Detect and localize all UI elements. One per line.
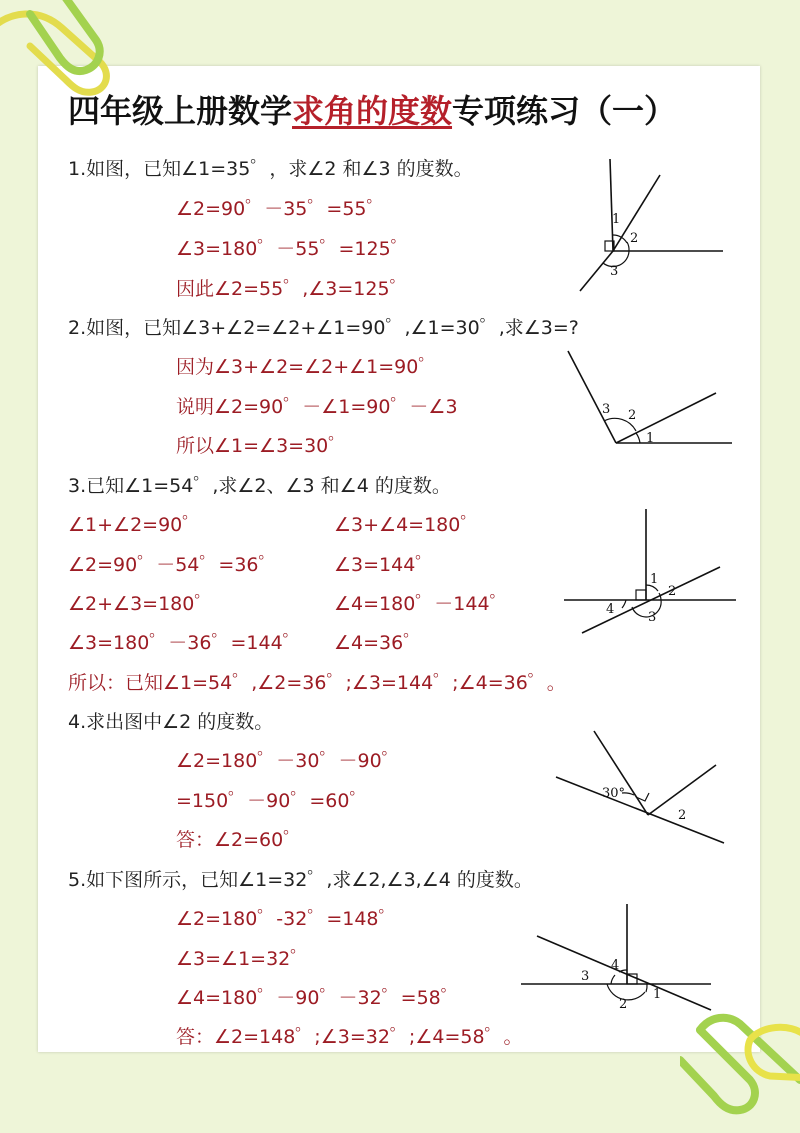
figure-label: 2 xyxy=(619,997,628,1012)
figure-label: 30° xyxy=(602,786,626,801)
problem-2-answer-3: 所以∠1=∠3=30゜ xyxy=(176,435,348,457)
figure-label: 2 xyxy=(630,231,639,246)
problem-3-answer-left-2: ∠2=90゜－54゜=36゜ xyxy=(68,554,278,576)
figure-label: 2 xyxy=(678,808,687,823)
title-highlight: 求角的度数 xyxy=(292,92,453,130)
figure-label: 1 xyxy=(612,212,621,227)
figure-label: 3 xyxy=(610,264,619,279)
problem-1-answer-1: ∠2=90゜－35゜=55゜ xyxy=(176,198,386,220)
figure-label: 1 xyxy=(653,987,662,1002)
problem-3-answer-left-1: ∠1+∠2=90゜ xyxy=(68,514,202,536)
figure-label: 2 xyxy=(668,584,677,599)
problem-5-answer-4: 答：∠2=148゜;∠3=32゜;∠4=58゜。 xyxy=(176,1026,523,1048)
problem-4-figure xyxy=(550,725,730,850)
problem-3-figure xyxy=(560,505,740,635)
problem-4-answer-2: =150゜－90゜=60゜ xyxy=(176,790,369,812)
figure-label: 1 xyxy=(650,572,659,587)
paper-clip-bottom-right xyxy=(680,1000,800,1133)
problem-3-answer-right-4: ∠4=36゜ xyxy=(334,632,423,654)
problem-5-answer-2: ∠3=∠1=32゜ xyxy=(176,948,310,970)
problem-1-answer-3: 因此∠2=55゜,∠3=125゜ xyxy=(176,278,409,300)
problem-1-answer-2: ∠3=180゜－55゜=125゜ xyxy=(176,238,410,260)
problem-4-answer-3: 答：∠2=60゜ xyxy=(176,829,303,851)
problem-4-question: 4.求出图中∠2 的度数。 xyxy=(68,711,274,733)
figure-label: 1 xyxy=(646,431,655,446)
problem-3-conclusion: 所以：已知∠1=54゜,∠2=36゜;∠3=144゜;∠4=36゜。 xyxy=(68,672,566,694)
page-title: 四年级上册数学求角的度数专项练习（一） xyxy=(68,92,677,130)
problem-2-answer-1: 因为∠3+∠2=∠2+∠1=90゜ xyxy=(176,356,438,378)
figure-label: 3 xyxy=(602,402,611,417)
problem-3-answer-right-3: ∠4=180゜－144゜ xyxy=(334,593,509,615)
figure-label: 4 xyxy=(611,958,620,973)
problem-2-question: 2.如图，已知∠3+∠2=∠2+∠1=90゜,∠1=30゜,求∠3=? xyxy=(68,317,579,339)
problem-5-figure xyxy=(515,900,715,1015)
problem-3-answer-left-3: ∠2+∠3=180゜ xyxy=(68,593,214,615)
figure-label: 3 xyxy=(648,610,657,625)
problem-2-answer-2: 说明∠2=90゜－∠1=90゜－∠3 xyxy=(176,396,458,418)
problem-1-question: 1.如图，已知∠1=35゜，求∠2 和∠3 的度数。 xyxy=(68,158,473,180)
problem-3-answer-right-2: ∠3=144゜ xyxy=(334,554,435,576)
figure-label: 3 xyxy=(581,969,590,984)
problem-2-figure xyxy=(560,345,740,455)
problem-1-figure xyxy=(570,155,730,295)
problem-3-answer-left-4: ∠3=180゜－36゜=144゜ xyxy=(68,632,302,654)
paper-clip-top-left xyxy=(0,0,120,100)
figure-label: 4 xyxy=(606,602,615,617)
problem-3-answer-right-1: ∠3+∠4=180゜ xyxy=(334,514,480,536)
problem-5-question: 5.如下图所示，已知∠1=32゜,求∠2,∠3,∠4 的度数。 xyxy=(68,869,533,891)
problem-3-question: 3.已知∠1=54゜,求∠2、∠3 和∠4 的度数。 xyxy=(68,475,451,497)
problem-5-answer-3: ∠4=180゜－90゜－32゜=58゜ xyxy=(176,987,460,1009)
figure-label: 2 xyxy=(628,408,637,423)
problem-5-answer-1: ∠2=180゜-32゜=148゜ xyxy=(176,908,398,930)
problem-4-answer-1: ∠2=180゜－30゜－90゜ xyxy=(176,750,401,772)
